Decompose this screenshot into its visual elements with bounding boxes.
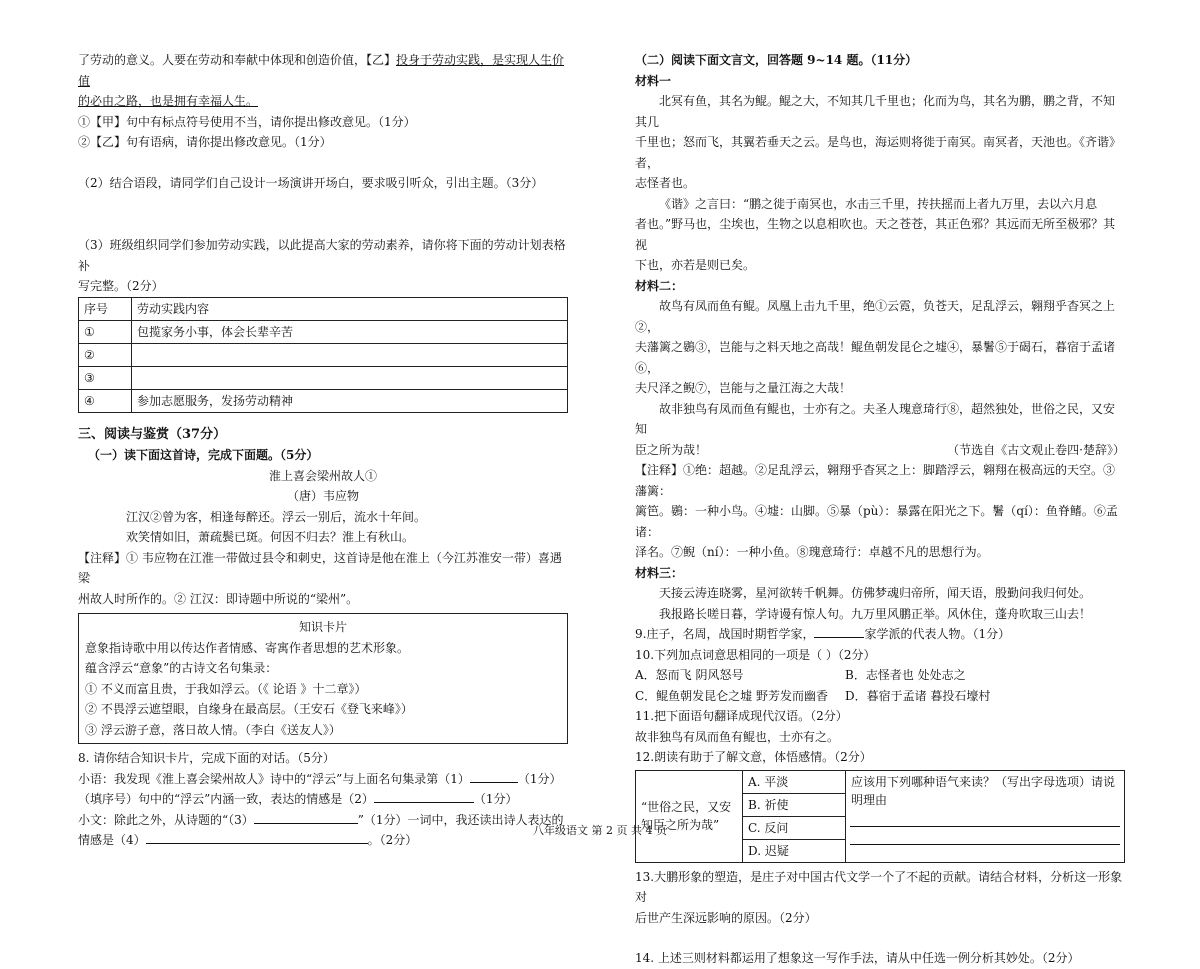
table-cell-blank[interactable] xyxy=(132,343,568,366)
material-1-text: 志怪者也。 xyxy=(635,176,696,190)
question-13-line2: 后世产生深远影响的原因。（2分） xyxy=(635,910,817,925)
q12-option[interactable]: A. 平淡 xyxy=(743,770,846,793)
table-row xyxy=(79,366,568,389)
material-1-text: 下也，亦若是则已矣。 xyxy=(635,258,756,272)
material-1-text: 千里也；怒而飞，其翼若垂天之云。是鸟也，海运则将徙于南冥。南冥者，天池也。《齐谐》者， xyxy=(635,135,1122,170)
section-2-heading: （二）阅读下面文言文，回答题 9~14 题。（11分） xyxy=(635,53,918,67)
table-row xyxy=(79,343,568,366)
table-cell-blank[interactable] xyxy=(132,366,568,389)
material-1-text: 北冥有鱼，其名为鲲。鲲之大，不知其几千里也；化而为鸟，其名为鹏，鹏之背，不知其几 xyxy=(635,94,1116,129)
answer-blank[interactable] xyxy=(374,789,474,803)
knowledge-card xyxy=(78,613,568,744)
material-2-note: 【注释】①绝：超越。②足乱浮云，翱翔乎杳冥之上：脚踏浮云，翱翔在极高远的天空。③藩篱： xyxy=(635,463,1116,498)
question-14: 14. 上述三则材料都运用了想象这一写作手法，请从中任选一例分析其妙处。（2分） xyxy=(635,951,1080,965)
table-cell: ④ xyxy=(79,389,132,412)
card-title: 知识卡片 xyxy=(298,620,347,634)
card-line: ③ 浮云游子意，落日故人情。（李白《送友人》） xyxy=(85,722,341,737)
table-row xyxy=(79,389,568,412)
answer-blank[interactable] xyxy=(470,769,518,783)
material-2-text: 夫尺泽之鲵⑦，岂能与之量江海之大哉！ xyxy=(635,381,852,395)
q8-line-2: （填序号）句中的“浮云”内涵一致，表达的情感是（2） （1分） xyxy=(78,789,568,810)
q12-option[interactable]: C. 反问 xyxy=(743,816,846,839)
table-cell: ① xyxy=(79,320,132,343)
q1-part2: ②【乙】句有语病，请你提出修改意见。（1分） xyxy=(78,135,332,149)
material-2-text: 夫藩篱之鷃③，岂能与之料天地之高哉！鲲鱼朝发昆仑之墟④，暴鬐⑤于碣石，暮宿于孟诸⑥， xyxy=(635,340,1116,375)
option-d[interactable]: D．暮宿于孟诸 暮投石壕村 xyxy=(845,688,991,703)
material-2-text: 臣之所为哉！ （节选自《古文观止卷四·楚辞》） xyxy=(635,442,1125,457)
q12-option[interactable]: D. 迟疑 xyxy=(743,839,846,862)
answer-blank[interactable] xyxy=(814,624,864,638)
material-3-text: 我报路长嗟日暮，学诗谩有惊人句。九万里风鹏正举。风休住，蓬舟吹取三山去！ xyxy=(659,606,1092,621)
option-b[interactable]: B．志怪者也 处处志之 xyxy=(845,668,966,682)
q8-line-1: 小语：我发现《淮上喜会梁州故人》诗中的“浮云”与上面名句集录第（1） （1分） xyxy=(78,769,568,790)
material-2-note: 篱笆。鷃：一种小鸟。④墟：山脚。⑤暴（pù）：暴露在阳光之下。鬐（qí）：鱼脊鳍。⑥孟诸： xyxy=(635,504,1118,539)
material-1-text: 《谐》之言曰：“鹏之徙于南冥也，水击三千里，抟扶摇而上者九万里，去以六月息 xyxy=(659,196,1098,211)
option-a[interactable]: A．怒而飞 阴风怒号 xyxy=(635,668,744,682)
material-3-label: 材料三： xyxy=(635,565,684,580)
table-cell: ② xyxy=(79,343,132,366)
question-3-line1: （3）班级组织同学们参加劳动实践，以此提高大家的劳动素养，请你将下面的劳动计划表格补 xyxy=(78,238,566,273)
q12-ask: 应该用下列哪种语气来读？（写出字母选项）请说明理由 xyxy=(851,774,1116,807)
q1-part1: ①【甲】句中有标点符号使用不当，请你提出修改意见。（1分） xyxy=(78,114,416,129)
question-12: 12.朗读有助于了解文意，体悟感情。（2分） xyxy=(635,750,872,764)
table-cell: 包揽家务小事，体会长辈辛苦 xyxy=(132,320,568,343)
card-line: 蕴含浮云“意象”的古诗文名句集录： xyxy=(85,661,278,675)
question-10: 10.下列加点词意思相同的一项是（ ）（2分） xyxy=(635,647,876,662)
poem-note-1: 【注释】① 韦应物在江淮一带做过县令和刺史，这首诗是他在淮上（今江苏淮安一带）喜遇梁 xyxy=(78,550,562,585)
page-footer: 八年级语文 第 2 页 共 4 页 xyxy=(533,824,667,837)
material-2-note: 泽名。⑦鲵（ní）：一种小鱼。⑧瑰意琦行：卓越不凡的思想行为。 xyxy=(635,545,989,559)
table-header-cell: 序号 xyxy=(79,297,132,320)
q10-options-row2 xyxy=(635,686,1125,707)
question-9: 9.庄子，名周，战国时期哲学家， 家学派的代表人物。（1分） xyxy=(635,624,1125,645)
labor-plan-table xyxy=(78,297,568,413)
q12-answer-area[interactable] xyxy=(846,770,1125,862)
table-row xyxy=(79,320,568,343)
table-header-row xyxy=(79,297,568,320)
section-3-1-heading: （一）读下面这首诗，完成下面题。（5分） xyxy=(88,448,319,462)
table-cell: ③ xyxy=(79,366,132,389)
material-2-text: 故非独鸟有凤而鱼有鲲也，士亦有之。夫圣人瑰意琦行⑧，超然独处，世俗之民，又安知 xyxy=(635,401,1116,436)
q12-quote: “世俗之民，又安知臣之所为哉” xyxy=(636,770,743,862)
table-header-cell: 劳动实践内容 xyxy=(132,297,568,320)
left-column xyxy=(78,50,568,851)
section-3-heading: 三、阅读与鉴赏（37分） xyxy=(78,426,227,442)
question-3-line2: 写完整。（2分） xyxy=(78,279,164,293)
question-11: 11.把下面语句翻译成现代汉语。（2分） xyxy=(635,709,848,723)
poem-line-1: 江汉②曾为客，相逢每醉还。浮云一别后，流水十年间。 xyxy=(126,509,427,524)
question-13: 13.大鹏形象的塑造，是庄子对中国古代文学一个了不起的贡献。请结合材料，分析这一形象对 xyxy=(635,869,1123,904)
q12-table xyxy=(635,770,1125,863)
q11-sentence: 故非独鸟有凤而鱼有鲲也，士亦有之。 xyxy=(635,729,840,744)
question-8: 8. 请你结合知识卡片，完成下面的对话。（5分） xyxy=(78,751,335,765)
question-2: （2）结合语段，请同学们自己设计一场演讲开场白，要求吸引听众，引出主题。（3分） xyxy=(78,175,544,190)
intro-line-2: 的必由之路，也是拥有幸福人生。 xyxy=(78,94,259,108)
intro-line-1: 了劳动的意义。人要在劳动和奉献中体现和创造价值，【乙】投身于劳动实践，是实现人生价值 xyxy=(78,53,565,88)
table-cell: 参加志愿服务，发扬劳动精神 xyxy=(132,389,568,412)
poem-note-2: 州故人时所作的。② 江汉：即诗题中所说的“梁州”。 xyxy=(78,591,359,606)
poem-title: 淮上喜会梁州故人① xyxy=(268,468,377,483)
q8-line-3: 小文：除此之外，从诗题的“（3） ”（1分）一词中，我还读出诗人表达的 xyxy=(78,810,568,831)
card-line: ② 不畏浮云遮望眼，自缘身在最高层。（王安石《登飞来峰》） xyxy=(85,702,413,716)
material-1-text: 者也。”野马也，尘埃也，生物之以息相吹也。天之苍苍，其正色邪？其远而无所至极邪？其视 xyxy=(635,217,1116,252)
q10-options-row1 xyxy=(635,665,1125,686)
material-2-label: 材料二： xyxy=(635,278,684,293)
q8-line-4: 情感是（4） 。（2分） xyxy=(78,830,568,851)
material-3-text: 天接云涛连晓雾，星河欲转千帆舞。仿佛梦魂归帝所，闻天语，殷勤问我归何处。 xyxy=(659,586,1092,600)
material-2-text: 故鸟有凤而鱼有鲲。凤凰上击九千里，绝①云霓，负苍天，足乱浮云，翱翔乎杳冥之上②， xyxy=(635,299,1116,334)
option-c[interactable]: C．鲲鱼朝发昆仑之墟 野芳发而幽香 xyxy=(635,688,828,703)
q12-option[interactable]: B. 祈使 xyxy=(743,793,846,816)
material-1-label: 材料一 xyxy=(635,73,672,88)
card-line: 意象指诗歌中用以传达作者情感、寄寓作者思想的艺术形象。 xyxy=(85,640,410,655)
poem-author: （唐）韦应物 xyxy=(286,489,359,503)
poem-line-2: 欢笑情如旧，萧疏鬓已斑。何因不归去？淮上有秋山。 xyxy=(126,530,415,544)
card-line: ① 不义而富且贵，于我如浮云。（《 论语 》十二章》） xyxy=(85,681,367,696)
